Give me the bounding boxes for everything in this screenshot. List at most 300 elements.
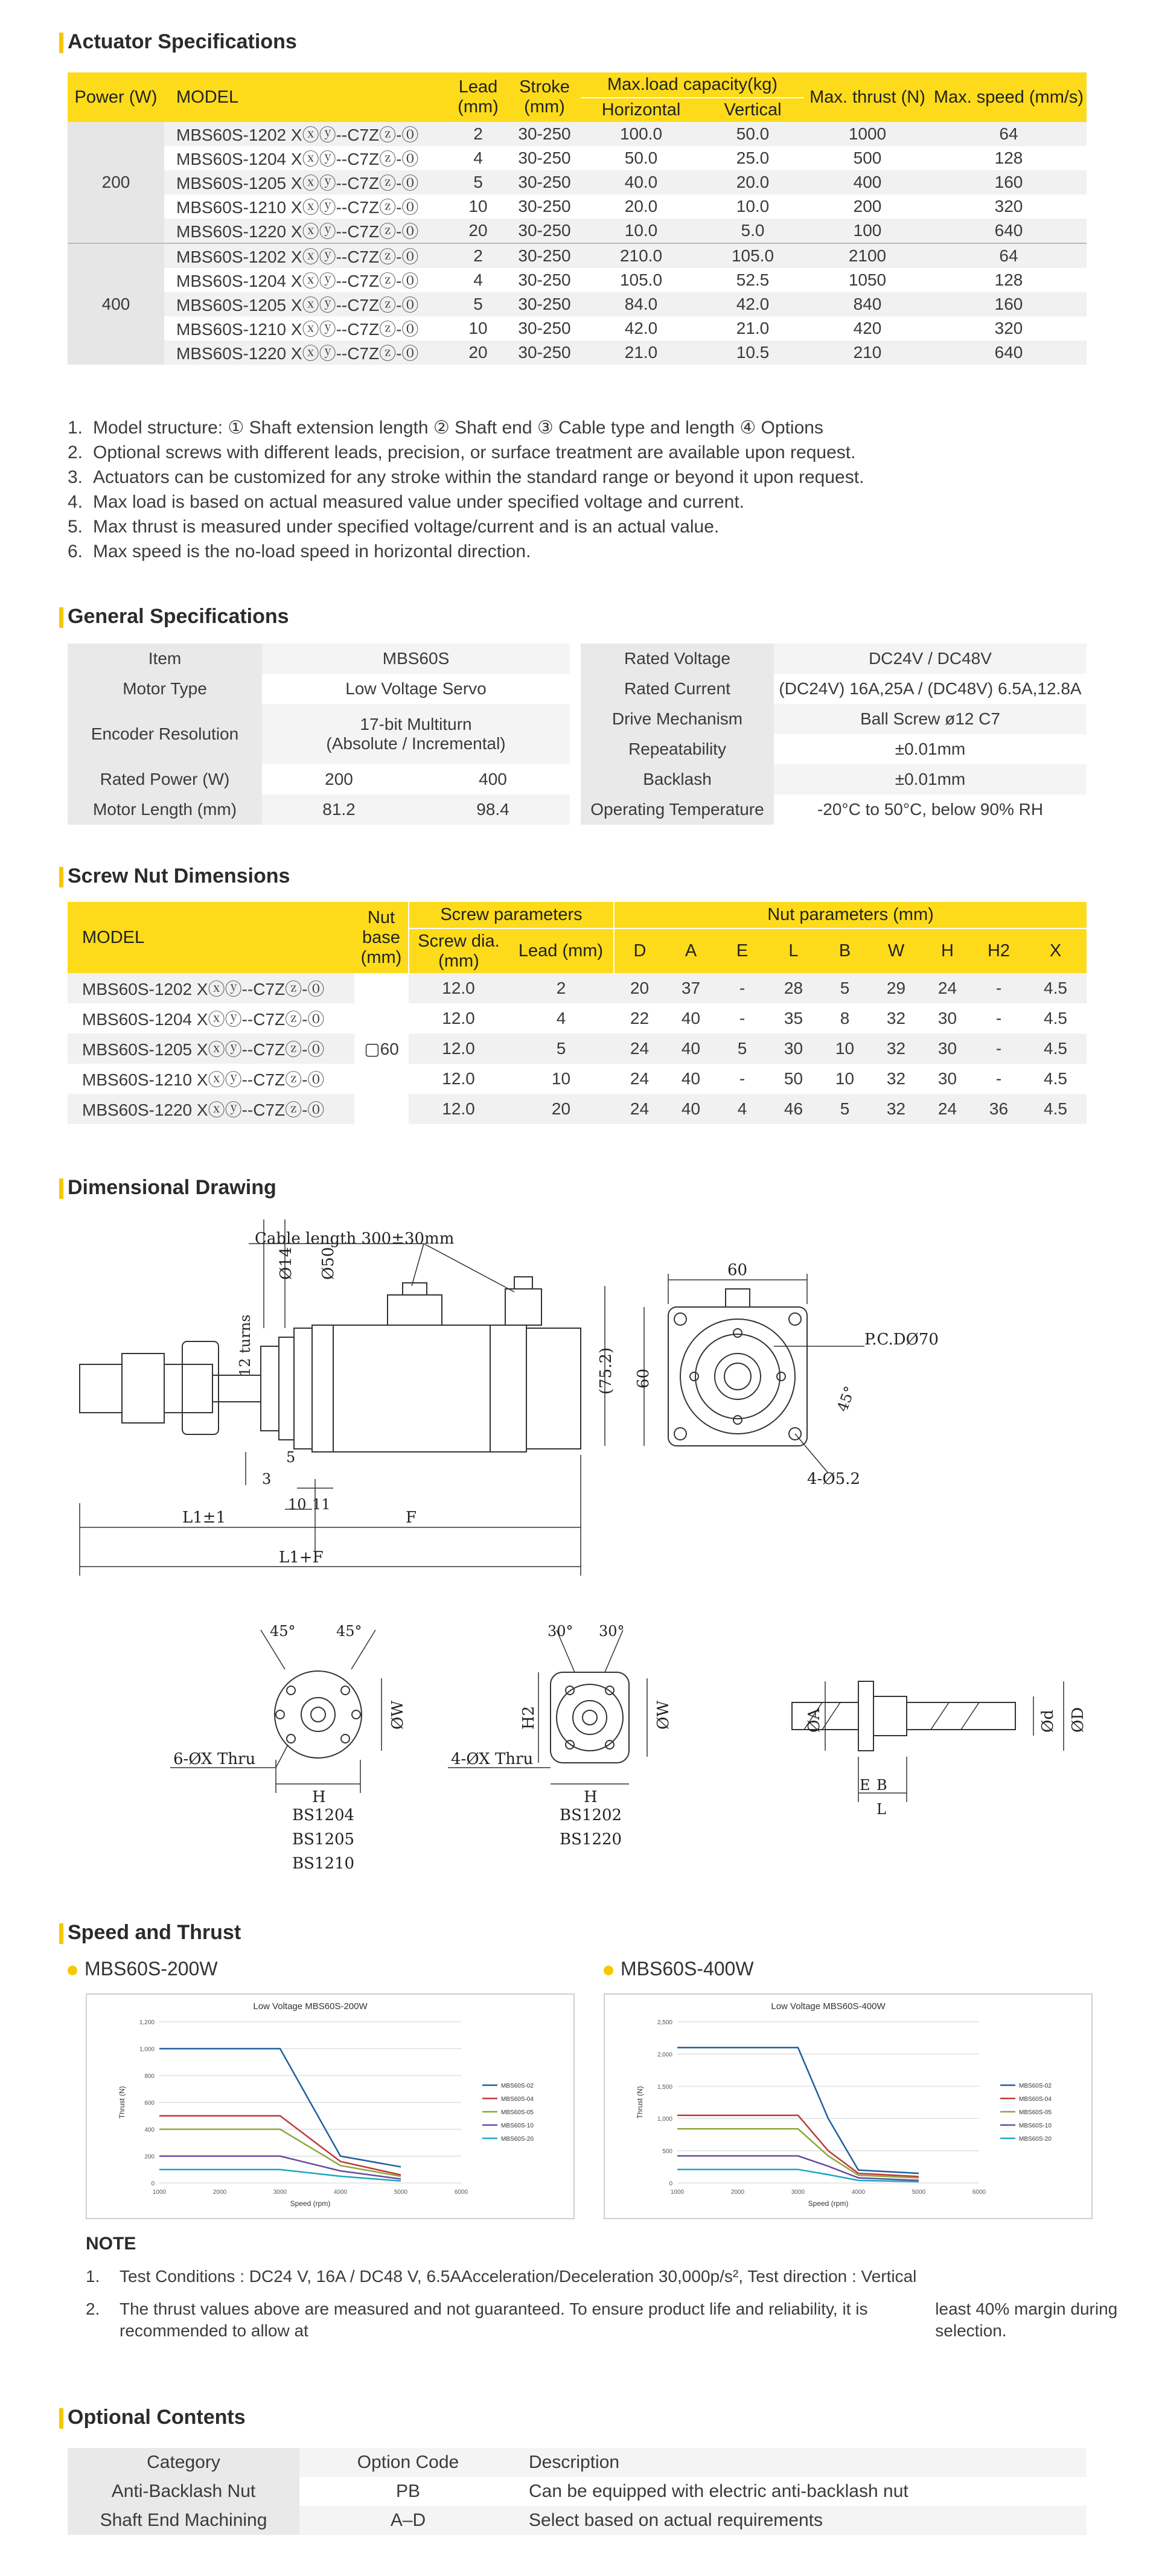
dim-cell: 46 xyxy=(784,1099,803,1118)
table-row xyxy=(68,292,1087,316)
dim-cell: 5 xyxy=(737,1039,747,1058)
table-row xyxy=(68,243,1087,268)
vertical-load-cell: 10.0 xyxy=(736,197,770,216)
encoder-label: Encoder Resolution xyxy=(68,704,262,764)
dim-cell: 40 xyxy=(681,1099,701,1118)
encoder-line2: (Absolute / Incremental) xyxy=(326,734,506,753)
model-cell: MBS60S-1220 Xⓧⓨ--C7Zⓩ-⓪ xyxy=(176,222,419,241)
header-vertical: Vertical xyxy=(701,98,804,122)
nut-base-cell: ▢60 xyxy=(354,973,409,1124)
stroke-cell: 30-250 xyxy=(518,221,571,240)
actuator-notes xyxy=(68,415,864,564)
horizontal-load-cell: 84.0 xyxy=(624,295,658,313)
d50-label: Ø50 xyxy=(319,1247,337,1280)
encoder-value xyxy=(262,704,570,764)
x-axis-label: Speed (rpm) xyxy=(808,2199,849,2208)
nut-a-model-list xyxy=(292,1806,354,1873)
nut-col-header: X xyxy=(1024,928,1087,973)
dim-cell: 4 xyxy=(556,1009,566,1028)
dim-11-label: 11 xyxy=(312,1496,331,1513)
model-cell: MBS60S-1220 Xⓧⓨ--C7Zⓩ-⓪ xyxy=(176,344,419,363)
chart-400w xyxy=(605,1995,1091,2218)
speed-cell: 128 xyxy=(994,149,1023,167)
side-b-label: B xyxy=(876,1777,887,1794)
chart-note-item xyxy=(86,2266,1159,2287)
chart-title: Low Voltage MBS60S-200W xyxy=(253,2001,368,2012)
thrust-cell: 500 xyxy=(853,149,882,167)
note-title: NOTE xyxy=(86,2234,136,2254)
vertical-load-cell: 52.5 xyxy=(736,270,770,289)
chart-note-text xyxy=(120,2298,1159,2342)
side-d-large-label: ØD xyxy=(1069,1707,1087,1733)
nut-b-angle-2: 30° xyxy=(599,1623,625,1640)
actuator-spec-title: Actuator Specifications xyxy=(68,30,297,53)
vertical-load-cell: 105.0 xyxy=(731,246,774,265)
note-item xyxy=(68,440,864,465)
legend-label: MBS60S-02 xyxy=(501,2083,534,2089)
nut-b-w-label: ØW xyxy=(654,1700,672,1730)
dim-cell: 30 xyxy=(937,1039,957,1058)
table-row xyxy=(68,170,1087,194)
sn-header-screw: Screw parameters xyxy=(409,902,614,928)
note-number: 2. xyxy=(86,2300,100,2318)
spec-value: Ball Screw ø12 C7 xyxy=(774,704,1087,734)
table-row xyxy=(581,644,1087,674)
table-row xyxy=(68,219,1087,243)
vertical-load-cell: 25.0 xyxy=(736,149,770,167)
table-row xyxy=(581,794,1087,825)
lead-cell: 4 xyxy=(473,149,483,167)
motor-type-label: Motor Type xyxy=(68,674,262,704)
header-speed: Max. speed (mm/s) xyxy=(931,72,1087,122)
x-tick-label: 4000 xyxy=(333,2189,348,2196)
dim-cell: 32 xyxy=(886,1099,906,1118)
sn-header-model: MODEL xyxy=(68,902,354,973)
spec-value: DC24V / DC48V xyxy=(774,644,1087,674)
note-item xyxy=(68,465,864,490)
model-cell: MBS60S-1220 Xⓧⓨ--C7Zⓩ-⓪ xyxy=(82,1101,325,1119)
spec-value: (DC24V) 16A,25A / (DC48V) 6.5A,12.8A xyxy=(779,679,1082,698)
note-text: Model structure: ① Shaft extension length ② Shaft end ③ Cable type and length ④ Options xyxy=(93,418,823,438)
note-number: 1. xyxy=(68,418,83,438)
chart-400w-subtitle: MBS60S-400W xyxy=(604,1958,754,1980)
dim-cell: - xyxy=(739,1009,746,1028)
legend-label: MBS60S-20 xyxy=(1019,2136,1052,2143)
dim-cell: 30 xyxy=(784,1039,803,1058)
table-row xyxy=(68,1034,1087,1064)
dim-cell: 32 xyxy=(886,1039,906,1058)
dim-cell: 4.5 xyxy=(1044,1039,1067,1058)
table-row xyxy=(68,973,1087,1003)
dim-cell: 5 xyxy=(840,1099,850,1118)
y-tick-label: 1,500 xyxy=(657,2083,672,2091)
dim-cell: 29 xyxy=(886,979,906,997)
table-row xyxy=(68,1003,1087,1034)
legend-label: MBS60S-04 xyxy=(1019,2096,1052,2103)
dim-cell: 24 xyxy=(630,1099,650,1118)
dim-cell: - xyxy=(995,979,1002,997)
opt-description: Can be equipped with electric anti-backlash nut xyxy=(529,2481,908,2501)
dim-cell: 5 xyxy=(840,979,850,997)
legend-label: MBS60S-04 xyxy=(501,2096,534,2103)
dim-cell: - xyxy=(739,1069,746,1088)
dim-cell: 10 xyxy=(551,1069,571,1088)
spec-label: Backlash xyxy=(581,764,774,794)
nut-b-angle-1: 30° xyxy=(548,1623,573,1640)
lead-cell: 4 xyxy=(473,270,483,289)
y-tick-label: 600 xyxy=(144,2100,155,2107)
nut-b-thru-label: 4-ØX Thru xyxy=(451,1750,534,1768)
opt-category: Shaft End Machining xyxy=(68,2506,299,2535)
note-number: 4. xyxy=(68,492,83,512)
header-power: Power (W) xyxy=(68,72,164,122)
dim-cell: 37 xyxy=(681,979,701,997)
dim-cell: 20 xyxy=(551,1099,571,1118)
dimensional-drawing-title: Dimensional Drawing xyxy=(68,1176,276,1199)
dim-cell: - xyxy=(995,1069,1002,1088)
optional-contents-table xyxy=(68,2448,1087,2535)
lead-cell: 2 xyxy=(473,124,483,143)
note-number: 2. xyxy=(68,443,83,462)
model-cell: MBS60S-1210 Xⓧⓨ--C7Zⓩ-⓪ xyxy=(82,1070,325,1089)
speed-cell: 160 xyxy=(994,295,1023,313)
legend-label: MBS60S-05 xyxy=(1019,2109,1052,2116)
stroke-cell: 30-250 xyxy=(518,173,571,191)
legend-label: MBS60S-05 xyxy=(501,2109,534,2116)
dim-10-label: 10 xyxy=(288,1496,307,1513)
model-cell: MBS60S-1205 Xⓧⓨ--C7Zⓩ-⓪ xyxy=(176,296,419,315)
table-row xyxy=(68,1064,1087,1094)
lead-cell: 20 xyxy=(468,221,488,240)
dim-cell: 50 xyxy=(784,1069,803,1088)
screw-nut-table xyxy=(68,902,1087,1124)
note-item xyxy=(68,514,864,539)
turns-label: 12 turns xyxy=(237,1314,254,1376)
chart-note-item xyxy=(86,2298,1159,2342)
y-tick-label: 1,200 xyxy=(139,2019,155,2026)
thrust-cell: 1000 xyxy=(848,124,887,143)
thrust-cell: 400 xyxy=(853,173,882,191)
spec-label: Rated Voltage xyxy=(581,644,774,674)
stroke-cell: 30-250 xyxy=(518,197,571,216)
power-cell: 200 xyxy=(68,122,164,243)
x-tick-label: 3000 xyxy=(791,2189,805,2196)
dim-cell: 32 xyxy=(886,1009,906,1028)
nut-model-label: BS1205 xyxy=(292,1830,355,1849)
table-row xyxy=(581,674,1087,704)
table-row xyxy=(68,194,1087,219)
dim-cell: 40 xyxy=(681,1069,701,1088)
speed-thrust-title: Speed and Thrust xyxy=(68,1921,241,1944)
dim-cell: - xyxy=(995,1039,1002,1058)
chart-400w-frame xyxy=(604,1993,1093,2219)
mount-holes-label: 4-Ø5.2 xyxy=(807,1470,860,1488)
lead-cell: 2 xyxy=(473,246,483,265)
dim-cell: 4 xyxy=(737,1099,747,1118)
model-cell: MBS60S-1202 Xⓧⓨ--C7Zⓩ-⓪ xyxy=(176,248,419,266)
chart-notes xyxy=(86,2266,1159,2353)
series-line xyxy=(159,2049,401,2167)
speed-cell: 320 xyxy=(994,319,1023,337)
side-d-small-label: Ød xyxy=(1039,1710,1057,1733)
x-tick-label: 4000 xyxy=(851,2189,866,2196)
table-row xyxy=(68,2506,1087,2535)
model-cell: MBS60S-1202 Xⓧⓨ--C7Zⓩ-⓪ xyxy=(176,126,419,144)
model-value: MBS60S xyxy=(262,644,570,674)
nut-col-header: L xyxy=(768,928,819,973)
general-spec-title: General Specifications xyxy=(68,605,289,628)
item-label: Item xyxy=(68,644,262,674)
model-cell: MBS60S-1210 Xⓧⓨ--C7Zⓩ-⓪ xyxy=(176,320,419,339)
thrust-cell: 210 xyxy=(853,343,882,362)
dim-cell: 22 xyxy=(630,1009,650,1028)
nut-model-label: BS1202 xyxy=(560,1806,622,1824)
dim-cell: 10 xyxy=(835,1039,855,1058)
dim-cell: 8 xyxy=(840,1009,850,1028)
table-row xyxy=(581,704,1087,734)
y-tick-label: 200 xyxy=(144,2153,155,2161)
y-tick-label: 1,000 xyxy=(657,2116,672,2123)
lead-cell: 20 xyxy=(468,343,488,362)
screw-nut-title: Screw Nut Dimensions xyxy=(68,865,290,887)
front-height-752-label: (75.2) xyxy=(597,1347,615,1395)
dimensional-drawing xyxy=(68,1213,1094,1884)
header-horizontal: Horizontal xyxy=(581,98,701,122)
nut-b-h2-label: H2 xyxy=(520,1705,538,1730)
dim-cell: 36 xyxy=(989,1099,1009,1118)
opt-code: A–D xyxy=(299,2506,517,2535)
note-item xyxy=(68,490,864,514)
dim-cell: 24 xyxy=(630,1039,650,1058)
nut-b-h-label: H xyxy=(584,1788,598,1806)
opt-code: PB xyxy=(395,2481,421,2501)
sn-header-nut: Nut parameters (mm) xyxy=(614,902,1087,928)
general-spec-right-table xyxy=(581,644,1087,825)
rated-power-200: 200 xyxy=(325,770,353,788)
horizontal-load-cell: 210.0 xyxy=(619,246,663,265)
y-tick-label: 800 xyxy=(144,2073,155,2080)
stroke-cell: 30-250 xyxy=(518,319,571,337)
horizontal-load-cell: 50.0 xyxy=(624,149,658,167)
chart-note-line: least 40% margin during selection. xyxy=(935,2300,1118,2340)
y-axis-label: Thrust (N) xyxy=(118,2086,126,2119)
thrust-cell: 840 xyxy=(853,295,882,313)
lead-cell: 10 xyxy=(468,319,488,337)
x-tick-label: 6000 xyxy=(972,2189,986,2196)
speed-cell: 64 xyxy=(999,246,1018,265)
header-load: Max.load capacity(kg) xyxy=(581,72,804,98)
power-cell: 400 xyxy=(68,243,164,365)
dim-cell: 28 xyxy=(784,979,803,997)
chart-200w xyxy=(87,1995,573,2218)
thrust-cell: 2100 xyxy=(848,246,887,265)
note-number: 5. xyxy=(68,517,83,537)
front-height-60-label: 60 xyxy=(634,1368,653,1389)
nut-a-h-label: H xyxy=(312,1788,326,1806)
y-tick-label: 2,000 xyxy=(657,2051,672,2059)
y-tick-label: 400 xyxy=(144,2127,155,2133)
model-cell: MBS60S-1202 Xⓧⓨ--C7Zⓩ-⓪ xyxy=(82,980,325,999)
table-row xyxy=(68,1094,1087,1124)
horizontal-load-cell: 100.0 xyxy=(619,124,663,143)
dim-5-label: 5 xyxy=(286,1449,296,1466)
horizontal-load-cell: 40.0 xyxy=(624,173,658,191)
lead-cell: 10 xyxy=(468,197,488,216)
motor-length-label: Motor Length (mm) xyxy=(68,794,262,825)
nut-a-thru-label: 6-ØX Thru xyxy=(173,1750,256,1768)
note-text: Max load is based on actual measured value under specified voltage and current. xyxy=(93,492,744,512)
dim-cell: 10 xyxy=(835,1069,855,1088)
opt-description: Select based on actual requirements xyxy=(517,2506,1087,2535)
motor-length-200: 81.2 xyxy=(262,794,416,825)
speed-cell: 160 xyxy=(994,173,1023,191)
y-tick-label: 0 xyxy=(669,2181,672,2187)
table-row xyxy=(68,268,1087,292)
stroke-cell: 30-250 xyxy=(518,246,571,265)
model-cell: MBS60S-1204 Xⓧⓨ--C7Zⓩ-⓪ xyxy=(176,272,419,290)
nut-model-label: BS1210 xyxy=(292,1855,355,1873)
note-item xyxy=(68,415,864,440)
dim-cell: 4.5 xyxy=(1044,1099,1067,1118)
dim-cell: 20 xyxy=(630,979,650,997)
nut-col-header: H xyxy=(922,928,973,973)
nut-a-angle-2: 45° xyxy=(336,1623,362,1640)
table-row xyxy=(581,734,1087,764)
x-tick-label: 5000 xyxy=(394,2189,408,2196)
chart-note-text xyxy=(120,2266,916,2287)
stroke-cell: 30-250 xyxy=(518,343,571,362)
x-tick-label: 6000 xyxy=(454,2189,468,2196)
dim-cell: 4.5 xyxy=(1044,1009,1067,1028)
y-tick-label: 2,500 xyxy=(657,2019,672,2026)
x-axis-label: Speed (rpm) xyxy=(290,2199,331,2208)
motor-length-400: 98.4 xyxy=(416,794,570,825)
series-line xyxy=(159,2170,401,2181)
x-tick-label: 5000 xyxy=(912,2189,926,2196)
motor-type-value: Low Voltage Servo xyxy=(345,679,487,698)
sn-header-nutbase: Nut base (mm) xyxy=(354,902,409,973)
dim-cell: 12.0 xyxy=(442,1099,475,1118)
dim-3-label: 3 xyxy=(262,1471,272,1488)
speed-cell: 640 xyxy=(994,221,1023,240)
encoder-line1: 17-bit Multiturn xyxy=(360,715,472,733)
horizontal-load-cell: 42.0 xyxy=(624,319,658,337)
x-tick-label: 3000 xyxy=(273,2189,287,2196)
horizontal-load-cell: 105.0 xyxy=(619,270,663,289)
rated-power-400: 400 xyxy=(479,770,507,788)
spec-value: -20°C to 50°C, below 90% RH xyxy=(817,800,1044,819)
general-spec-left-table xyxy=(68,644,570,825)
note-number: 6. xyxy=(68,542,83,561)
table-row xyxy=(581,764,1087,794)
header-model: MODEL xyxy=(164,72,448,122)
nut-model-label: BS1220 xyxy=(560,1830,622,1849)
dim-cell: 4.5 xyxy=(1044,1069,1067,1088)
nut-a-angle-1: 45° xyxy=(270,1623,296,1640)
y-tick-label: 1,000 xyxy=(139,2046,155,2053)
side-e-label: E xyxy=(860,1777,870,1794)
vertical-load-cell: 5.0 xyxy=(741,221,765,240)
stroke-cell: 30-250 xyxy=(518,270,571,289)
stroke-cell: 30-250 xyxy=(518,149,571,167)
header-stroke: Stroke (mm) xyxy=(508,72,581,122)
nut-type-a xyxy=(170,1630,382,1793)
l1f-label: L1+F xyxy=(279,1548,324,1567)
x-tick-label: 2000 xyxy=(212,2189,227,2196)
series-line xyxy=(677,2115,919,2176)
table-row xyxy=(68,340,1087,365)
optional-contents-title: Optional Contents xyxy=(68,2406,246,2429)
chart-note-line: The thrust values above are measured and not guaranteed. To ensure product life and reliability, it is recommended to allow at xyxy=(120,2300,868,2340)
y-tick-label: 0 xyxy=(151,2181,155,2187)
model-cell: MBS60S-1210 Xⓧⓨ--C7Zⓩ-⓪ xyxy=(176,198,419,217)
spec-value: ±0.01mm xyxy=(895,740,966,758)
dim-cell: 5 xyxy=(556,1039,566,1058)
spec-value: ±0.01mm xyxy=(774,764,1087,794)
rated-power-label: Rated Power (W) xyxy=(68,764,262,794)
dim-cell: 4.5 xyxy=(1044,979,1067,997)
speed-cell: 64 xyxy=(999,124,1018,143)
series-line xyxy=(677,2048,919,2173)
pcd-label: P.C.DØ70 xyxy=(864,1331,939,1349)
nut-col-header: H2 xyxy=(973,928,1024,973)
cable-length-label: Cable length 300±30mm xyxy=(255,1230,455,1248)
dim-cell: 30 xyxy=(937,1069,957,1088)
header-lead: Lead (mm) xyxy=(448,72,508,122)
dim-cell: 40 xyxy=(681,1009,701,1028)
note-number: 1. xyxy=(86,2267,100,2286)
table-row xyxy=(68,2477,1087,2506)
model-cell: MBS60S-1205 Xⓧⓨ--C7Zⓩ-⓪ xyxy=(82,1040,325,1059)
nut-col-header: W xyxy=(870,928,922,973)
dim-cell: - xyxy=(995,1009,1002,1028)
speed-cell: 128 xyxy=(994,270,1023,289)
header-thrust: Max. thrust (N) xyxy=(804,72,931,122)
opt-header-code: Option Code xyxy=(299,2448,517,2477)
legend-label: MBS60S-10 xyxy=(1019,2123,1052,2129)
dim-cell: 24 xyxy=(937,1099,957,1118)
vertical-load-cell: 50.0 xyxy=(736,124,770,143)
stroke-cell: 30-250 xyxy=(518,295,571,313)
speed-cell: 640 xyxy=(994,343,1023,362)
series-line xyxy=(677,2129,919,2178)
legend-label: MBS60S-10 xyxy=(501,2123,534,2129)
d14-label: Ø14 xyxy=(277,1247,295,1280)
spec-label: Repeatability xyxy=(581,734,774,764)
lead-cell: 5 xyxy=(473,173,483,191)
dim-cell: 32 xyxy=(886,1069,906,1088)
legend-label: MBS60S-20 xyxy=(501,2136,534,2143)
dim-cell: 40 xyxy=(681,1039,701,1058)
series-line xyxy=(159,2116,401,2175)
vertical-load-cell: 42.0 xyxy=(736,295,770,313)
opt-header-category: Category xyxy=(68,2448,299,2477)
model-cell: MBS60S-1204 Xⓧⓨ--C7Zⓩ-⓪ xyxy=(176,150,419,168)
opt-header-description: Description xyxy=(517,2448,1087,2477)
table-row xyxy=(68,122,1087,146)
nut-model-label: BS1204 xyxy=(292,1806,355,1824)
dim-cell: 12.0 xyxy=(442,1069,475,1088)
side-l-label: L xyxy=(876,1801,886,1818)
x-tick-label: 1000 xyxy=(670,2189,685,2196)
stroke-cell: 30-250 xyxy=(518,124,571,143)
thrust-cell: 420 xyxy=(853,319,882,337)
nut-col-header: E xyxy=(717,928,768,973)
note-text: Max thrust is measured under specified voltage/current and is an actual value. xyxy=(93,517,720,537)
dim-cell: 30 xyxy=(937,1009,957,1028)
note-text: Actuators can be customized for any stroke within the standard range or beyond it upon request. xyxy=(93,467,864,487)
spec-label: Operating Temperature xyxy=(581,794,774,825)
